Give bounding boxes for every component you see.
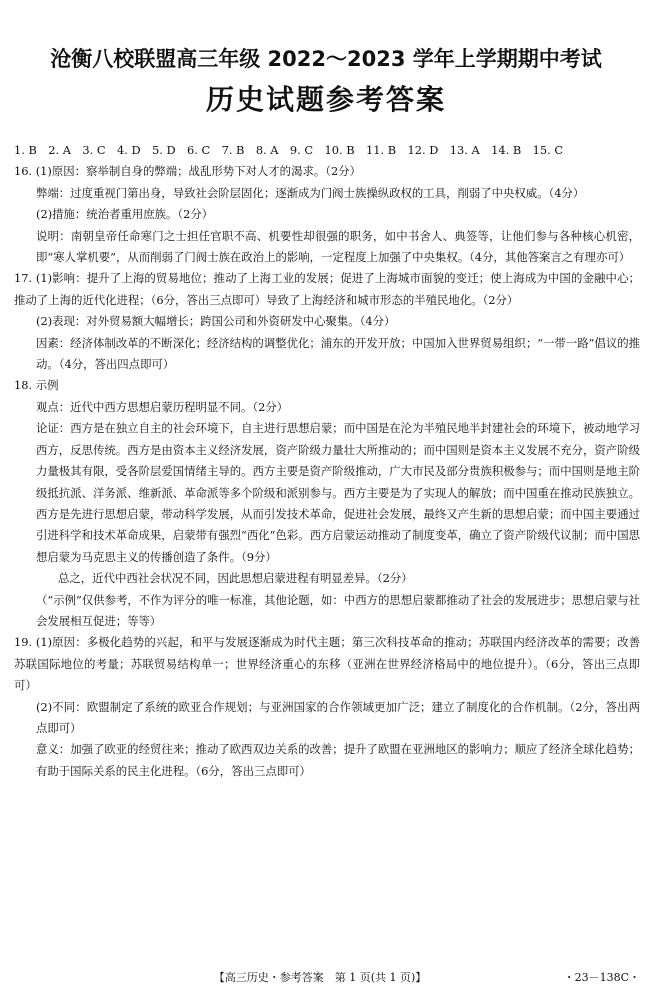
- q18-note: （“示例”仅供参考，不作为评分的唯一标准，其他论题，如：中西方的思想启蒙都推动了社会的发展进步；思想启蒙与社会发展相互促进；等等）: [36, 592, 640, 628]
- q19-part1-reason: 19. (1)原因：多极化趋势的兴起，和平与发展逐渐成为时代主题；第三次科技革命的推动；苏联国内经济改革的需要；改善苏联国际地位的考量；苏联贸易结构单一；世界经济重心的东移（亚洲在世界经济格局中的地位提升）。（6分，答出三点即可）: [14, 635, 640, 693]
- q16-part2-explanation: 说明：南朝皇帝任命寒门之士担任官职不高、机要性却很强的职务，如中书舍人、典签等，让他们参与各种核心机密，即“寒人掌机要”，从而削弱了门阀士族在政治上的影响，一定程度上加强了中央集权。（4分，其他答案言之有理亦可）: [36, 228, 640, 265]
- q16-part1-drawbacks: 弊端：过度重视门第出身，导致社会阶层固化；逐渐成为门阀士族操纵政权的工具，削弱了中央权威。（4分）: [36, 185, 585, 200]
- exam-title: 沧衡八校联盟高三年级 2022～2023 学年上学期期中考试: [50, 47, 602, 71]
- q16-part2-measures: (2)措施：统治者重用庶族。（2分）: [36, 207, 214, 222]
- choice-answers: 1. B 2. A 3. C 4. D 5. D 6. C 7. B 8. A 9. C 10. B 11. B 12. D 13. A 14. B 15. C: [14, 143, 564, 157]
- page-label: 【高三历史・参考答案 第 1 页(共 1 页)】: [213, 971, 427, 984]
- q17-part2-manifestation: (2)表现：对外贸易额大幅增长；跨国公司和外资研发中心聚集。（4分）: [36, 314, 396, 329]
- answer-content: [14, 140, 640, 782]
- q18-argument: 论证：西方是在独立自主的社会环境下，自主进行思想启蒙；而中国是在沦为半殖民地半封建社会的环境下，被动地学习西方，反思传统。西方是由资本主义经济发展，资产阶级力量壮大所推动的；而中国则是资本主义发展不充分，资产阶级力量极其有限，受各阶层爱国情绪主导的。西方主要是资产阶级推动，广大市民及部分贵族积极参与；而中国则是地主阶级抵抗派、洋务派、维新派、革命派等多个阶级和派别参与。西方主要是为了实现人的解放；而中国重在推动民族独立。西方是先进行思想启蒙，带动科学发展，从而引发技术革命，促进社会发展，最终又产生新的思想启蒙；而中国主要通过引进科学和技术革命成果，启蒙带有强烈“西化”色彩。西方启蒙运动推动了制度变革，确立了资产阶级代议制；而中国思想启蒙为马克思主义的传播创造了条件。（9分）: [36, 421, 640, 564]
- q16-part1-reason: 16. (1)原因：察举制自身的弊端；战乱形势下对人才的渴求。（2分）: [14, 164, 361, 179]
- q17-part2-factors: 因素：经济体制改革的不断深化；经济结构的调整优化；浦东的开发开放；中国加入世界贸易组织；“一带一路”倡议的推动。（4分，答出四点即可）: [36, 335, 640, 372]
- q18-example-heading: 18. 示例: [14, 378, 59, 393]
- q18-conclusion: 总之，近代中西社会状况不同，因此思想启蒙进程有明显差异。（2分）: [58, 571, 413, 586]
- q19-part2-significance: 意义：加强了欧亚的经贸往来；推动了欧西双边关系的改善；提升了欧盟在亚洲地区的影响力；顺应了经济全球化趋势；有助于国际关系的民主化进程。（6分，答出三点即可）: [36, 742, 640, 778]
- q19-part2-difference: (2)不同：欧盟制定了系统的欧亚合作规划；与亚洲国家的合作领域更加广泛；建立了制度化的合作机制。（2分，答出两点即可）: [36, 699, 640, 735]
- document-code: ・23－138C・: [563, 971, 640, 984]
- q18-viewpoint: 观点：近代中西方思想启蒙历程明显不同。（2分）: [36, 399, 289, 414]
- q17-part1-impact: 17. (1)影响：提升了上海的贸易地位；推动了上海工业的发展；促进了上海城市面貌的变迁；使上海成为中国的金融中心；推动了上海的近代化进程；（6分，答出三点即可）导致了上海经济和城市形态的半殖民地化。（2分）: [14, 271, 640, 307]
- answer-title: 历史试题参考答案: [205, 83, 446, 116]
- page-footer: [0, 968, 652, 988]
